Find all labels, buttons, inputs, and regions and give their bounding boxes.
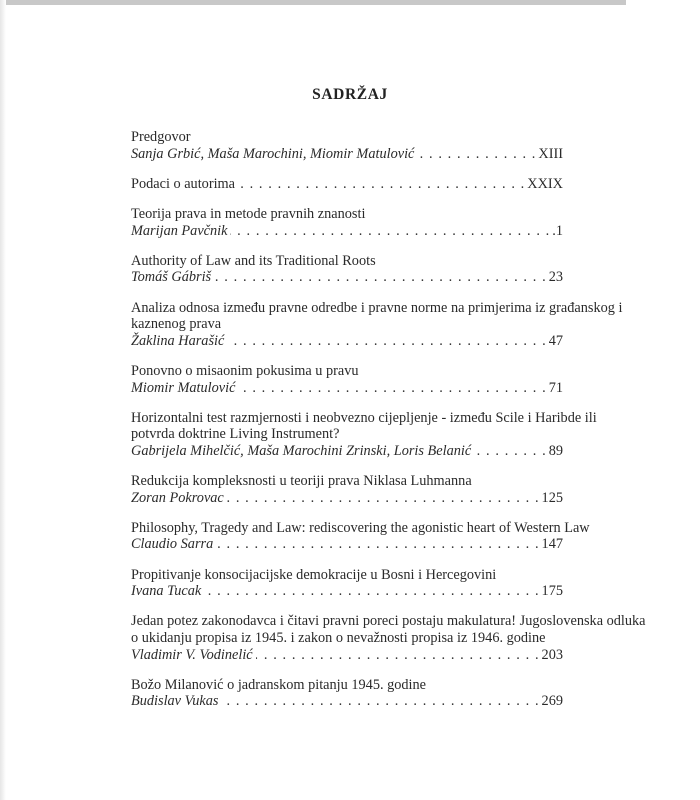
toc-entry [131, 299, 623, 350]
entry-title: Božo Milanović o jadranskom pitanju 1945. godine [131, 676, 427, 693]
table-of-contents [131, 129, 646, 724]
entry-title: kaznenog prava [131, 316, 222, 333]
entry-title: Analiza odnosa između pravne odredbe i pravne norme na primjerima iz građanskog i [131, 299, 623, 316]
entry-author-line [131, 536, 563, 553]
entry-authors: Claudio Sarra [131, 536, 214, 553]
entry-title: Redukcija kompleksnosti u teoriji prava Niklasa Luhmanna [131, 473, 472, 490]
toc-entry [131, 567, 563, 600]
entry-title: Jedan potez zakonodavca i čitavi pravni poreci postaju makulatura! Jugoslovenska odluka [131, 613, 646, 630]
entry-author-line [131, 693, 563, 710]
dot-leader [230, 223, 549, 240]
dot-leader [238, 380, 545, 397]
dot-leader [216, 536, 538, 553]
dot-leader [256, 647, 539, 664]
entry-title: Teorija prava in metode pravnih znanosti [131, 205, 366, 222]
page-number: 269 [541, 693, 563, 710]
entry-authors: Ivana Tucak [131, 583, 202, 600]
entry-author-line [131, 443, 563, 460]
entry-author-line [131, 490, 563, 507]
dot-leader [227, 490, 539, 507]
page-title: SADRŽAJ [312, 86, 388, 103]
entry-authors: Sanja Grbić, Maša Marochini, Miomir Matulović [131, 145, 415, 162]
page-number: 175 [541, 583, 563, 600]
entry-title: Podaci o autorima [131, 175, 236, 192]
entry-authors: Žaklina Harašić [131, 332, 225, 349]
page-number: 147 [541, 536, 563, 553]
entry-title: Propitivanje konsocijacijske demokracije u Bosni i Hercegovini [131, 566, 497, 583]
dot-leader [417, 146, 535, 163]
scan-edge [0, 0, 626, 5]
page-number: 89 [548, 442, 563, 459]
entry-title: Philosophy, Tragedy and Law: rediscovering the agonistic heart of Western Law [131, 519, 590, 536]
entry-authors: Zoran Pokrovac [131, 489, 224, 506]
entry-title: o ukidanju propisa iz 1945. i zakon o nevažnosti propisa iz 1946. godine [131, 630, 546, 646]
dot-leader [222, 693, 539, 710]
toc-entry [131, 206, 563, 239]
entry-authors: Miomir Matulović [131, 379, 236, 396]
toc-entry [131, 519, 590, 553]
entry-author-line [131, 333, 563, 350]
entry-title: Ponovno o misaonim pokusima u pravu [131, 362, 359, 379]
entry-authors: Budislav Vukas [131, 693, 219, 710]
page-shadow [0, 0, 6, 800]
page-number: XIII [538, 145, 563, 162]
page-number: 125 [541, 489, 563, 506]
entry-authors: Tomáš Gábriš [131, 269, 212, 286]
entry-author-line [131, 176, 563, 193]
entry-title: potvrda doktrine Living Instrument? [131, 426, 340, 443]
page-number: 47 [548, 332, 563, 349]
entry-title: Horizontalni test razmjernosti i neobvezno cijepljenje - između Scile i Haribde ili [131, 409, 597, 426]
toc-entry [131, 363, 563, 396]
page-number: 23 [548, 269, 563, 286]
dot-leader [204, 583, 538, 600]
entry-author-line [131, 647, 563, 664]
page-number: XXIX [527, 175, 563, 192]
dot-leader [238, 176, 524, 193]
toc-entry [131, 253, 563, 286]
entry-authors: Marijan Pavčnik [131, 222, 228, 239]
entry-author-line [131, 269, 563, 286]
entry-title: Predgovor [131, 129, 191, 145]
page-number: 203 [541, 646, 563, 663]
toc-entry [131, 409, 597, 460]
dot-leader [474, 443, 546, 460]
toc-entry [131, 473, 563, 506]
entry-authors: Gabrijela Mihelčić, Maša Marochini Zrinski, Loris Belanić [131, 442, 472, 459]
dot-leader [227, 333, 545, 350]
entry-author-line [131, 583, 563, 600]
page-number: .1 [552, 222, 563, 239]
page-number: 71 [548, 379, 563, 396]
entry-author-line [131, 380, 563, 397]
entry-authors: Vladimir V. Vodinelić [131, 646, 253, 663]
toc-entry [131, 613, 646, 663]
dot-leader [214, 269, 546, 286]
toc-entry [131, 677, 563, 710]
entry-author-line [131, 223, 563, 240]
toc-entry [131, 176, 563, 193]
entry-author-line [131, 146, 563, 163]
entry-title: Authority of Law and its Traditional Roots [131, 252, 376, 269]
toc-entry [131, 129, 563, 162]
